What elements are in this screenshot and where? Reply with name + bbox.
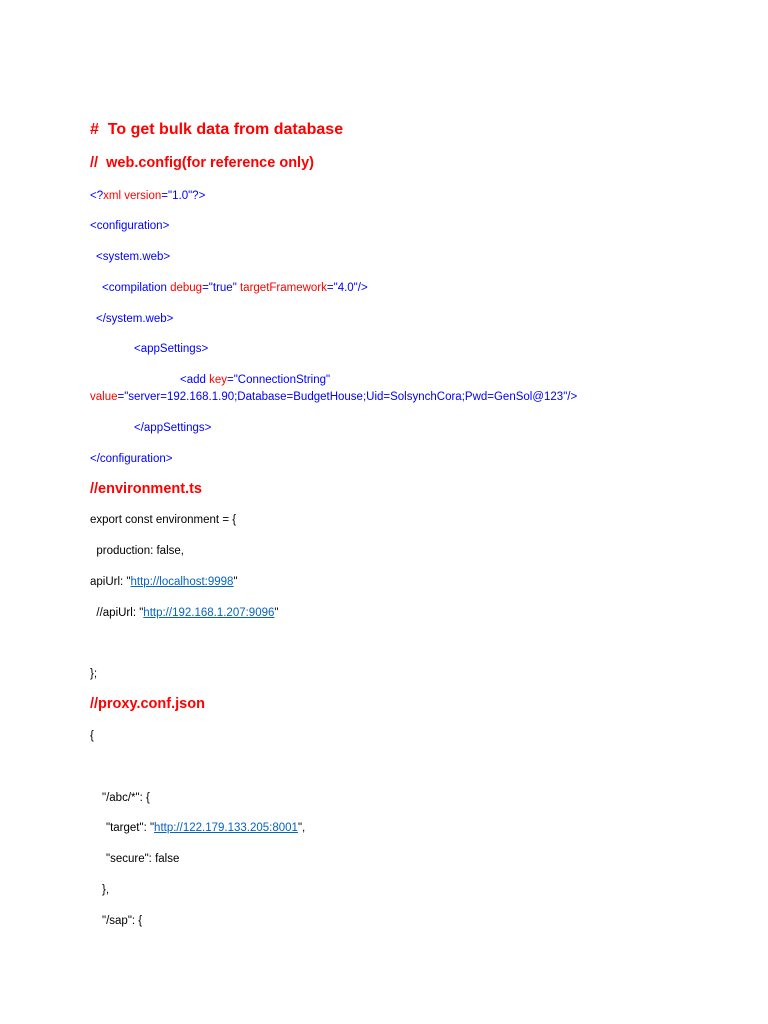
add-close: /> [567,391,578,403]
target-suffix: ", [297,822,306,834]
compilation-line [102,280,368,296]
add-value-line [90,389,577,405]
compilation-tf-val: ="4.0" [326,282,358,294]
main-heading: # To get bulk data from database [90,121,344,138]
target-link[interactable]: http://122.179.133.205:8001 [154,822,298,834]
add-tag: <add [180,374,206,386]
apiurl2-link[interactable]: http://192.168.1.207:9096 [143,607,275,619]
proxy-sap-key-line: "/sap": { [102,915,143,927]
configuration-close-tag: </configuration> [90,453,173,465]
compilation-close: /> [357,282,368,294]
appsettings-open-tag: <appSettings> [134,343,209,355]
configuration-open-tag: <configuration> [90,220,170,232]
compilation-tag: <compilation [102,282,167,294]
env-closing-line: }; [90,668,98,680]
proxy-abc-key-line: "/abc/*": { [102,792,150,804]
xml-declaration-line [90,188,205,204]
compilation-debug-val: ="true" [202,282,237,294]
add-key-line [180,372,330,388]
env-production-line: production: false, [90,545,184,557]
add-key-val: ="ConnectionString" [227,374,331,386]
appsettings-close-tag: </appSettings> [134,422,212,434]
xml-decl-name: xml [103,190,122,202]
xml-decl-close: ?> [192,190,206,202]
proxy-brace-open: { [90,730,94,742]
apiurl2-prefix: //apiUrl: " [90,607,144,619]
target-prefix: "target": " [106,822,155,834]
system-web-close-tag: </system.web> [96,313,174,325]
compilation-tf-attr: targetFramework [236,282,327,294]
environment-heading: //environment.ts [90,481,202,497]
proxy-heading: //proxy.conf.json [90,696,205,712]
value-attr: value [90,391,118,403]
compilation-debug-attr: debug [166,282,203,294]
env-apiurl-comment-line [90,605,278,621]
xml-decl-val: "1.0" [168,190,193,202]
env-apiurl-line [90,574,238,590]
xml-decl-eq: = [161,190,169,202]
env-export-line: export const environment = { [90,514,237,526]
apiurl-link[interactable]: http://localhost:9998 [130,576,234,588]
apiurl-prefix: apiUrl: " [90,576,131,588]
apiurl-suffix: " [233,576,238,588]
apiurl2-suffix: " [274,607,279,619]
proxy-close-obj: }, [102,884,110,896]
xml-decl-attr: version [121,190,162,202]
add-key-attr: key [205,374,227,386]
proxy-secure-line: "secure": false [106,853,180,865]
web-config-heading: // web.config(for reference only) [90,155,314,171]
system-web-open-tag: <system.web> [96,251,171,263]
proxy-target-line [106,820,305,836]
xml-decl-open: <? [90,190,104,202]
value-val: ="server=192.168.1.90;Database=BudgetHouse;Uid=SolsynchCora;Pwd=GenSol@123" [117,391,568,403]
